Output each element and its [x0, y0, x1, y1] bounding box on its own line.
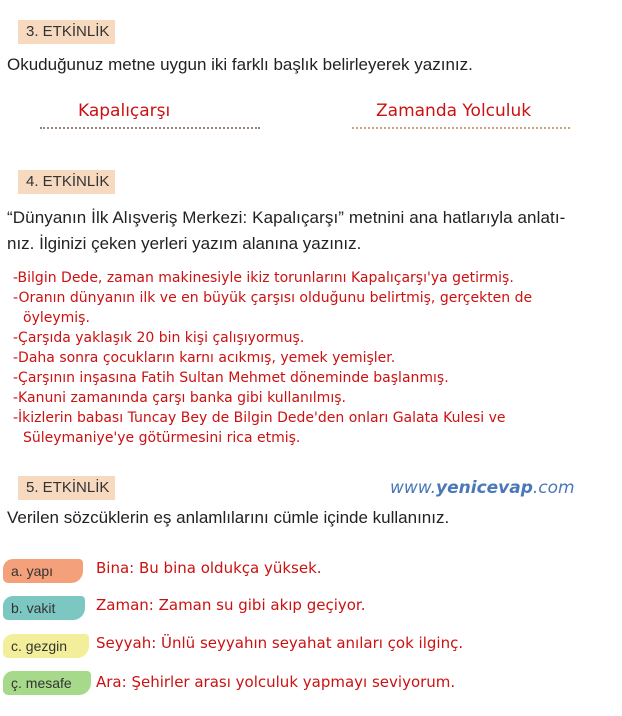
- summary-line: -Çarşının inşasına Fatih Sultan Mehmet döneminde başlanmış.: [13, 370, 449, 386]
- word-pill-vakit: b. vakit: [3, 596, 85, 620]
- watermark-name: yenicevap: [436, 478, 533, 498]
- watermark-logo: [390, 478, 575, 498]
- synonym-sentence-b: Zaman: Zaman su gibi akıp geçiyor.: [96, 596, 366, 614]
- activity-5-tag: 5. ETKİNLİK: [18, 476, 115, 500]
- word-pill-yapi: a. yapı: [3, 559, 83, 583]
- activity-4-tag: 4. ETKİNLİK: [18, 170, 115, 194]
- summary-line: öyleymiş.: [23, 310, 90, 326]
- summary-line: -Oranın dünyanın ilk ve en büyük çarşısı olduğunu belirtmiş, gerçekten de: [13, 290, 533, 306]
- activity-4-instruction-line-1: “Dünyanın İlk Alışveriş Merkezi: Kapalıçarşı” metnini ana hatlarıyla anlatı-: [7, 208, 566, 227]
- activity-5-instruction: Verilen sözcüklerin eş anlamlılarını cümle içinde kullanınız.: [7, 508, 450, 527]
- activity-4-instruction-line-2: nız. İlginizi çeken yerleri yazım alanına yazınız.: [7, 234, 362, 253]
- summary-line: -İkizlerin babası Tuncay Bey de Bilgin Dede'den onları Galata Kulesi ve: [13, 410, 506, 426]
- synonym-sentence-d: Ara: Şehirler arası yolculuk yapmayı seviyorum.: [96, 673, 456, 691]
- synonym-sentence-c: Seyyah: Ünlü seyyahın seyahat anıları çok ilginç.: [96, 634, 464, 652]
- summary-lines: [13, 268, 532, 448]
- word-pill-gezgin: c. gezgin: [3, 634, 89, 658]
- summary-line: -Bilgin Dede, zaman makinesiyle ikiz torunlarını Kapalıçarşı'ya getirmiş.: [13, 270, 514, 286]
- answer-line-1: [40, 127, 260, 129]
- summary-line: Süleymaniye'ye götürmesini rica etmiş.: [23, 430, 301, 446]
- summary-line: -Daha sonra çocukların karnı acıkmış, yemek yemişler.: [13, 350, 396, 366]
- watermark-prefix: www.: [390, 478, 437, 498]
- summary-line: -Çarşıda yaklaşık 20 bin kişi çalışıyormuş.: [13, 330, 305, 346]
- summary-line: -Kanuni zamanında çarşı banka gibi kullanılmış.: [13, 390, 346, 406]
- title-answer-2: Zamanda Yolculuk: [376, 101, 532, 121]
- activity-3-tag: 3. ETKİNLİK: [18, 20, 115, 44]
- answer-line-2: [352, 127, 570, 129]
- watermark-suffix: .com: [532, 478, 575, 498]
- title-answer-1: Kapalıçarşı: [78, 101, 171, 121]
- synonym-sentence-a: Bina: Bu bina oldukça yüksek.: [96, 559, 322, 577]
- word-pill-mesafe: ç. mesafe: [3, 671, 91, 695]
- activity-3-instruction: Okuduğunuz metne uygun iki farklı başlık belirleyerek yazınız.: [7, 55, 473, 74]
